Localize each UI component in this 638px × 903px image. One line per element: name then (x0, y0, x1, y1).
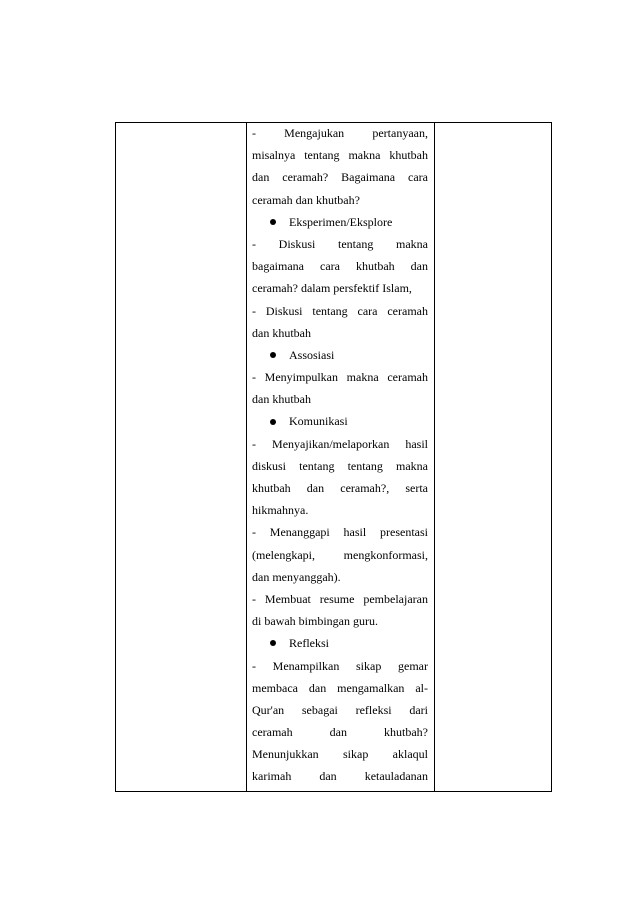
bullet-item (252, 211, 428, 233)
text-line: (melengkapi, mengkonformasi, (252, 547, 428, 562)
text-line: - Menampilkan sikap gemar (252, 658, 428, 673)
activity-cell-content (252, 122, 428, 788)
text-line: dan menyanggah). (252, 569, 341, 584)
text-line: misalnya tentang makna khutbah (252, 148, 428, 163)
text-line: dan ceramah? Bagaimana cara (252, 170, 428, 185)
text-line: - Menyajikan/melaporkan hasil (252, 436, 428, 451)
text-line: - Menanggapi hasil presentasi (252, 525, 428, 540)
text-line: - Menyimpulkan makna ceramah (252, 370, 428, 385)
text-line: - Mengajukan pertanyaan, (252, 126, 428, 140)
bullet-dot-icon (270, 352, 276, 358)
text-line: Menunjukkan sikap aklaqul (252, 747, 428, 762)
text-line: - Diskusi tentang cara ceramah (252, 303, 428, 318)
text-line: karimah dan ketauladanan (252, 769, 428, 784)
bullet-label: Komunikasi (289, 414, 348, 429)
text-line: dan khutbah (252, 325, 311, 340)
text-line: diskusi tentang tentang makna (252, 458, 428, 473)
bullet-label: Eksperimen/Eksplore (289, 214, 393, 229)
bullet-label: Refleksi (289, 636, 329, 651)
text-line: Qur'an sebagai refleksi dari (252, 702, 428, 717)
bullet-item (252, 410, 428, 432)
text-line: ceramah dan khutbah? (252, 192, 360, 207)
column-divider-left (246, 123, 247, 791)
text-line: bagaimana cara khutbah dan (252, 259, 428, 274)
column-divider-right (434, 123, 435, 791)
bullet-label: Assosiasi (289, 347, 335, 362)
text-line: hikmahnya. (252, 503, 309, 518)
text-line: membaca dan mengamalkan al- (252, 680, 428, 695)
text-line: khutbah dan ceramah?, serta (252, 481, 428, 495)
bullet-dot-icon (270, 419, 276, 425)
bullet-item (252, 632, 428, 654)
text-line: ceramah dan khutbah? (252, 725, 428, 740)
text-line: dan khutbah (252, 392, 311, 407)
bullet-dot-icon (270, 219, 276, 225)
text-line: - Membuat resume pembelajaran (252, 591, 428, 606)
text-line: ceramah? dalam persfektif Islam, (252, 281, 412, 296)
text-line: - Diskusi tentang makna (252, 236, 428, 251)
bullet-item (252, 344, 428, 366)
text-line: di bawah bimbingan guru. (252, 614, 378, 629)
bullet-dot-icon (270, 640, 276, 646)
